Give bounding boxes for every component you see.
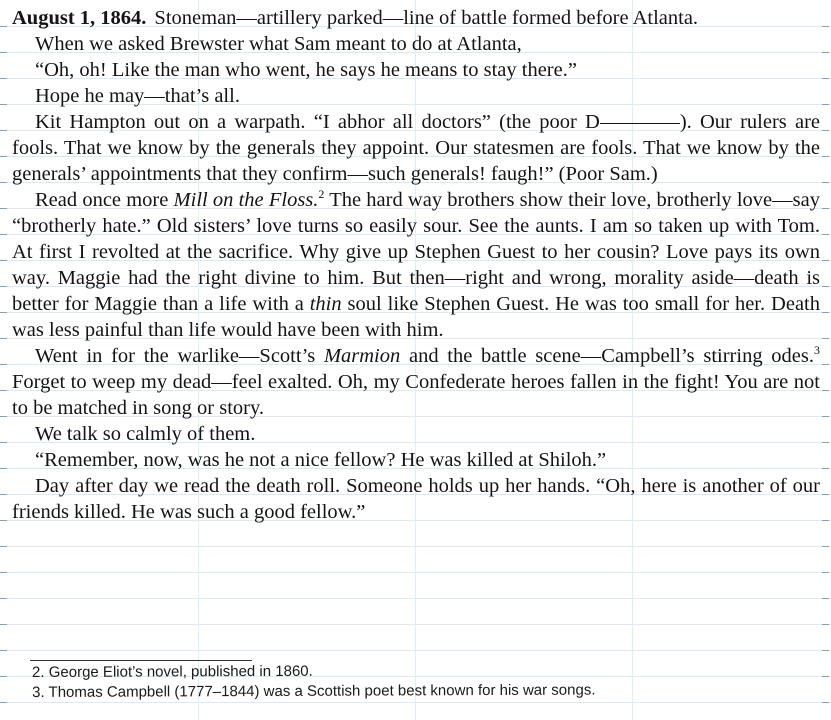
text-run: “Oh, oh! Like the man who went, he says he means to stay there.” [35, 59, 577, 81]
margin-tick [0, 702, 7, 703]
margin-tick [822, 650, 829, 651]
text-run: and the battle scene—Campbell’s stirring odes. [400, 345, 814, 367]
margin-tick [822, 260, 829, 261]
margin-tick [822, 468, 829, 469]
margin-tick [822, 78, 829, 79]
footnote-separator [30, 660, 252, 661]
entry-paragraph [12, 31, 820, 57]
footnotes [32, 660, 812, 703]
entry-paragraph [12, 57, 820, 83]
entry-paragraph [12, 421, 820, 447]
margin-tick [822, 52, 829, 53]
ruling-line [0, 624, 831, 625]
margin-tick [822, 702, 829, 703]
margin-tick [822, 416, 829, 417]
margin-tick [822, 130, 829, 131]
diary-entry [12, 5, 820, 525]
margin-tick [0, 468, 7, 469]
entry-paragraph [12, 83, 820, 109]
entry-paragraph [12, 5, 820, 31]
margin-tick [0, 208, 7, 209]
italic-title: Marmion [323, 345, 401, 367]
margin-tick [0, 130, 7, 131]
text-run: The hard way brothers show their love, brotherly love—say “brotherly hate.” Old sisters’ love turns so easily sour. See the aunts. I am so taken up with Tom. At first I revolted at the sacrifice. Why give up Stephen Guest to her cousin? Love pays its own way. Maggie had the right divine to him. But then—right and wrong, morality aside—death is better for Maggie than a life with a [12, 189, 820, 315]
margin-tick [822, 156, 829, 157]
margin-tick [0, 260, 7, 261]
margin-tick [822, 676, 829, 677]
text-run: Kit Hampton out on a warpath. “I abhor all doctors” (the poor D [35, 111, 600, 133]
margin-tick [822, 624, 829, 625]
margin-tick [0, 494, 7, 495]
entry-paragraph [12, 109, 820, 187]
footnote-ref: 3 [814, 343, 820, 357]
italic-title: thin [309, 293, 342, 315]
margin-tick [822, 494, 829, 495]
margin-tick [0, 338, 7, 339]
margin-tick [822, 234, 829, 235]
ruling-line [0, 572, 831, 573]
margin-tick [0, 78, 7, 79]
entry-paragraph [12, 447, 820, 473]
margin-tick [0, 234, 7, 235]
margin-tick [0, 364, 7, 365]
margin-tick [0, 546, 7, 547]
margin-tick [822, 442, 829, 443]
margin-tick [822, 390, 829, 391]
ruling-line [0, 598, 831, 599]
text-run: “Remember, now, was he not a nice fellow? He was killed at Shiloh.” [35, 449, 607, 471]
margin-tick [822, 182, 829, 183]
margin-tick [822, 26, 829, 27]
entry-date: August 1, 1864. [12, 7, 147, 29]
margin-tick [822, 104, 829, 105]
margin-tick [0, 26, 7, 27]
text-run: Forget to weep my dead—feel exalted. Oh, my Confederate heroes fallen in the fight! You are not to be matched in song or story. [12, 371, 820, 419]
margin-tick [0, 416, 7, 417]
margin-tick [0, 286, 7, 287]
margin-tick [0, 52, 7, 53]
margin-tick [0, 572, 7, 573]
margin-tick [822, 286, 829, 287]
margin-tick [822, 598, 829, 599]
margin-tick [0, 520, 7, 521]
footnote-2: 2. George Eliot’s novel, published in 1860. [32, 662, 313, 681]
text-run: Hope he may—that’s all. [35, 85, 240, 107]
entry-paragraph [12, 343, 820, 421]
text-run: Went in for the warlike—Scott’s [35, 345, 324, 367]
margin-tick [0, 650, 7, 651]
text-run: Stoneman—artillery parked—line of battle formed before Atlanta. [154, 7, 699, 29]
margin-tick [0, 624, 7, 625]
margin-tick [0, 312, 7, 313]
margin-tick [822, 208, 829, 209]
margin-tick [0, 598, 7, 599]
margin-tick [0, 390, 7, 391]
margin-tick [822, 520, 829, 521]
italic-title: Mill on the Floss. [173, 189, 319, 211]
margin-tick [822, 338, 829, 339]
margin-tick [0, 676, 7, 677]
margin-tick [822, 312, 829, 313]
margin-tick [822, 572, 829, 573]
margin-tick [0, 104, 7, 105]
text-run: When we asked Brewster what Sam meant to do at Atlanta, [35, 33, 522, 55]
footnote-3: 3. Thomas Campbell (1777–1844) was a Scottish poet best known for his war songs. [32, 681, 596, 701]
margin-tick [822, 546, 829, 547]
text-run: ). Our rulers are fools. That we know by the generals they appoint. Our statesmen are fools. That we know by the generals’ appointments that they confirm—such generals! faugh!” (Poor Sam.) [12, 111, 820, 185]
text-run: soul like Stephen Guest. He was too small for her. Death was less painful than life would have been with him. [12, 293, 820, 341]
margin-tick [822, 364, 829, 365]
entry-paragraph [12, 473, 820, 525]
entry-paragraph [12, 187, 820, 343]
text-run: We talk so calmly of them. [35, 423, 256, 445]
margin-tick [0, 156, 7, 157]
redacted-name-blank [600, 123, 680, 124]
text-run: Day after day we read the death roll. Someone holds up her hands. “Oh, here is another of our friends killed. He was such a good fellow.” [12, 475, 820, 523]
margin-tick [0, 442, 7, 443]
margin-tick [0, 182, 7, 183]
ruling-line [0, 546, 831, 547]
text-run: Read once more [35, 189, 174, 211]
ruling-line [0, 650, 831, 651]
footnote-ref: 2 [318, 187, 325, 201]
